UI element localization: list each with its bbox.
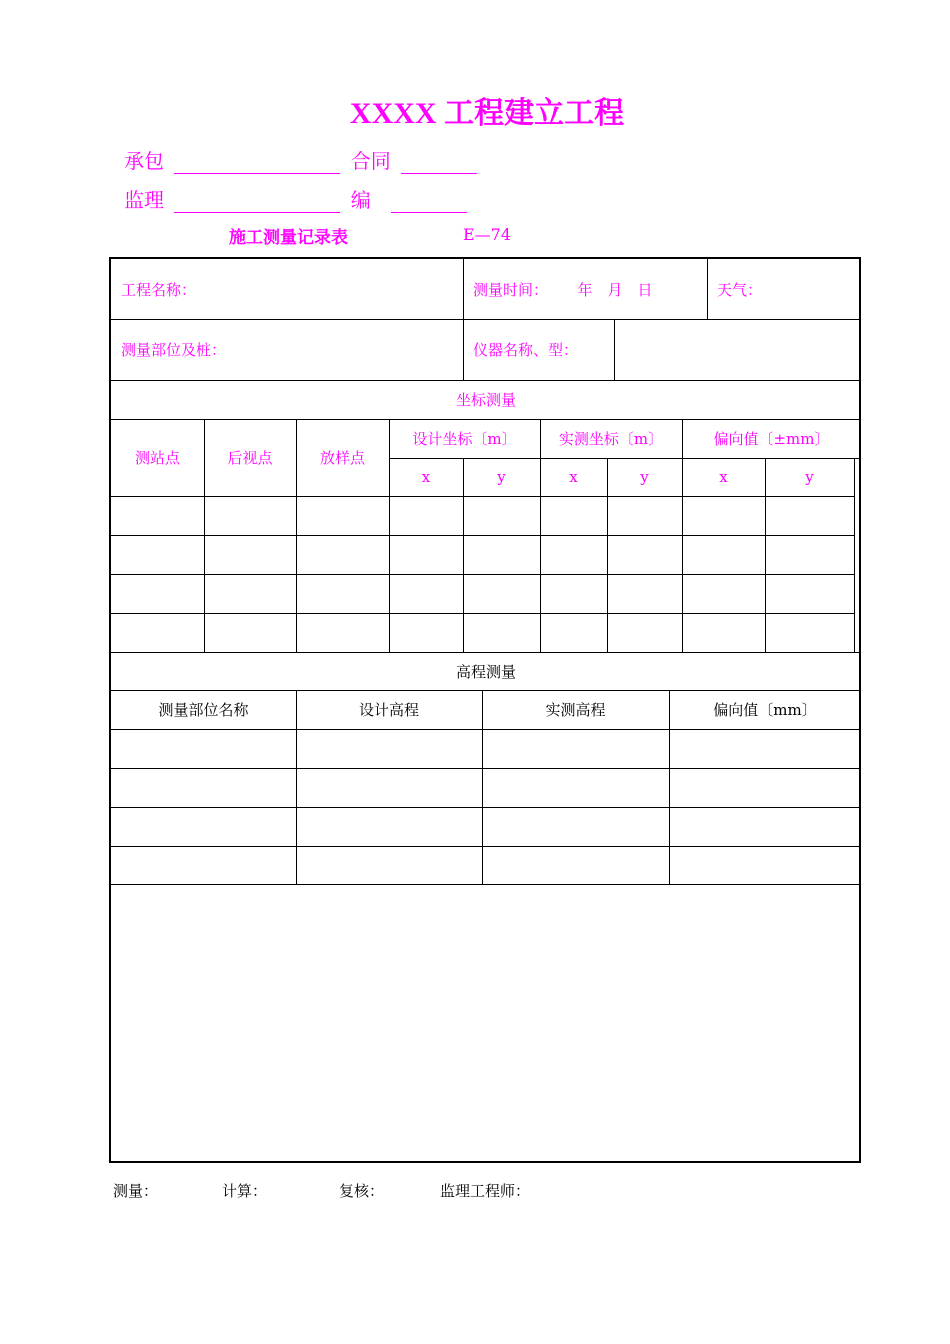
table-row [111, 613, 855, 614]
contractor-label: 承包 [124, 149, 164, 173]
table-row [111, 535, 855, 536]
contract-blank [401, 153, 477, 174]
number-label: 编 [350, 188, 371, 212]
divider [111, 496, 855, 497]
supervisor-label: 监理 [124, 188, 164, 212]
col-backsight: 后视点 [227, 449, 273, 467]
footer-check: 复核： [339, 1182, 385, 1200]
group-design-coord: 设计坐标〔m〕 [412, 430, 517, 448]
elev-section-title: 高程测量 [455, 662, 516, 681]
table-row [111, 768, 861, 769]
design-y: y [497, 468, 506, 486]
deviation-x: x [719, 468, 728, 486]
footer-measure: 测量： [113, 1182, 159, 1200]
col-design-elevation: 设计高程 [358, 701, 419, 719]
table-row [111, 846, 861, 847]
number-blank [391, 192, 467, 213]
measure-time-label: 测量时间： [473, 280, 549, 299]
actual-x: x [569, 468, 578, 486]
form-title: 施工测量记录表 [229, 228, 348, 248]
weather-label: 天气： [717, 280, 763, 299]
divider [614, 319, 615, 380]
contractor-blank [174, 153, 340, 174]
supervisor-blank [174, 192, 340, 213]
col-elev-deviation: 偏向值〔mm〕 [713, 701, 817, 719]
supervisor-row [124, 184, 467, 213]
deviation-y: y [805, 468, 814, 486]
table-row [111, 807, 861, 808]
location-label: 测量部位及桩： [121, 341, 227, 359]
year-label: 年 [577, 280, 593, 299]
col-station: 测站点 [134, 449, 180, 467]
group-actual-coord: 实测坐标〔m〕 [558, 430, 664, 448]
design-x: x [421, 468, 431, 486]
coord-section-title: 坐标测量 [455, 391, 516, 409]
footer-engineer: 监理工程师： [440, 1182, 531, 1200]
day-label: 日 [637, 280, 653, 299]
record-table [109, 257, 861, 1163]
table-row [111, 574, 855, 575]
contractor-row [124, 145, 477, 174]
month-label: 月 [607, 280, 623, 299]
instrument-label: 仪器名称、型： [473, 341, 579, 359]
divider [854, 458, 855, 652]
actual-y: y [640, 468, 649, 486]
col-stakeout: 放样点 [319, 449, 365, 467]
contract-label: 合同 [350, 149, 391, 173]
document-title: XXXX 工程建立工程 [349, 97, 625, 130]
footer-calc: 计算： [222, 1182, 268, 1200]
col-location-name: 测量部位名称 [158, 701, 249, 719]
col-actual-elevation: 实测高程 [545, 701, 606, 719]
form-code: E—74 [463, 225, 512, 244]
table-row [111, 729, 861, 730]
project-name-label: 工程名称： [121, 280, 197, 299]
group-deviation: 偏向值〔±mm〕 [713, 430, 830, 448]
remarks-area [111, 885, 861, 1161]
